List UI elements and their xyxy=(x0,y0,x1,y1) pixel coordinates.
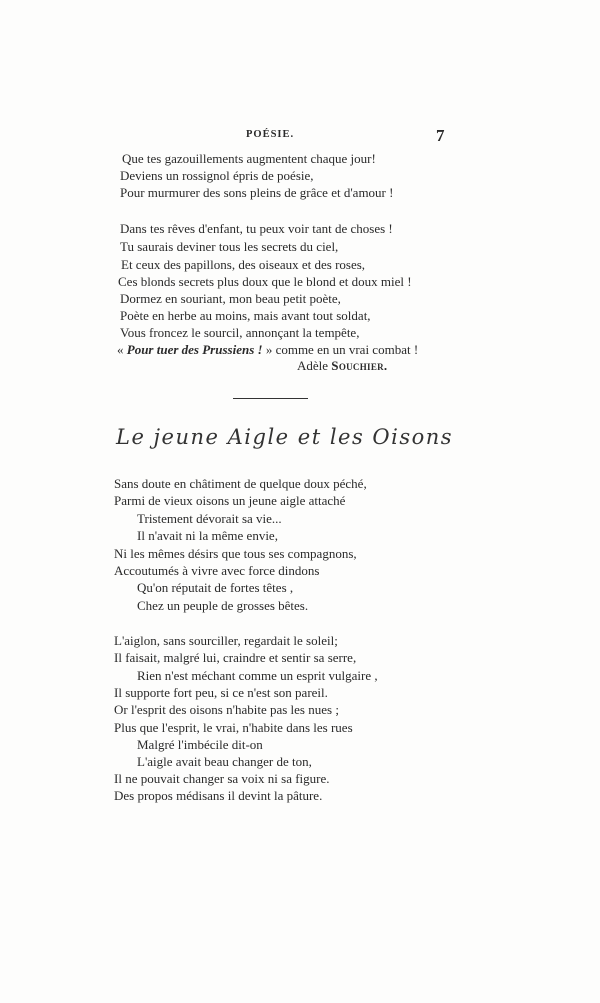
poem-line: Tu saurais deviner tous les secrets du ciel, xyxy=(120,239,339,254)
poem-line: Il faisait, malgré lui, craindre et sentir sa serre, xyxy=(114,650,357,665)
poem-line: Sans doute en châtiment de quelque doux péché, xyxy=(114,476,367,491)
poem-line: Et ceux des papillons, des oiseaux et des roses, xyxy=(121,257,366,272)
poem-line: Il n'avait ni la même envie, xyxy=(137,528,278,543)
author-signature xyxy=(297,358,387,374)
poem-line: Pour murmurer des sons pleins de grâce et d'amour ! xyxy=(120,185,394,200)
running-head: POÉSIE. xyxy=(246,129,295,140)
open-quote: « xyxy=(117,342,127,357)
author-last-name: Souchier. xyxy=(331,358,388,373)
poem-line: Accoutumés à vivre avec force dindons xyxy=(114,563,320,578)
poem-line: Malgré l'imbécile dit-on xyxy=(137,737,263,752)
poem-line: Chez un peuple de grosses bêtes. xyxy=(137,598,309,613)
poem-line: Il supporte fort peu, si ce n'est son pareil. xyxy=(114,685,328,700)
poem-line: Vous froncez le sourcil, annonçant la tempête, xyxy=(120,325,360,340)
author-first-name: Adèle xyxy=(297,358,332,373)
poem-line-final xyxy=(117,341,418,359)
poem-line: Des propos médisans il devint la pâture. xyxy=(114,788,323,803)
poem-line: Qu'on réputait de fortes têtes , xyxy=(137,580,294,595)
poem-line: L'aigle avait beau changer de ton, xyxy=(137,754,312,769)
poem-line: Deviens un rossignol épris de poésie, xyxy=(120,168,314,183)
poem-title: Le jeune Aigle et les Oisons xyxy=(116,425,454,449)
poem-line: Dormez en souriant, mon beau petit poète, xyxy=(120,291,341,306)
poem-line: Or l'esprit des oisons n'habite pas les nues ; xyxy=(114,702,339,717)
poem-line: Parmi de vieux oisons un jeune aigle attaché xyxy=(114,493,346,508)
poem-line: Plus que l'esprit, le vrai, n'habite dans les rues xyxy=(114,720,353,735)
line-rest: » comme en un vrai combat ! xyxy=(262,342,419,357)
poem-line: Tristement dévorait sa vie... xyxy=(137,511,282,526)
poem-line: Rien n'est méchant comme un esprit vulgaire , xyxy=(137,668,378,683)
italic-exclamation: Pour tuer des Prussiens ! xyxy=(126,342,263,357)
page-number: 7 xyxy=(436,126,445,145)
poem-line: Que tes gazouillements augmentent chaque jour! xyxy=(122,151,376,166)
poem-line: Ni les mêmes désirs que tous ses compagnons, xyxy=(114,546,357,561)
section-divider xyxy=(233,398,308,399)
poem-line: L'aiglon, sans sourciller, regardait le soleil; xyxy=(114,633,338,648)
poem-line: Ces blonds secrets plus doux que le blond et doux miel ! xyxy=(118,274,412,289)
poem-line: Poète en herbe au moins, mais avant tout soldat, xyxy=(120,308,371,323)
poem-line: Il ne pouvait changer sa voix ni sa figure. xyxy=(114,771,330,786)
poem-line: Dans tes rêves d'enfant, tu peux voir tant de choses ! xyxy=(120,221,393,236)
